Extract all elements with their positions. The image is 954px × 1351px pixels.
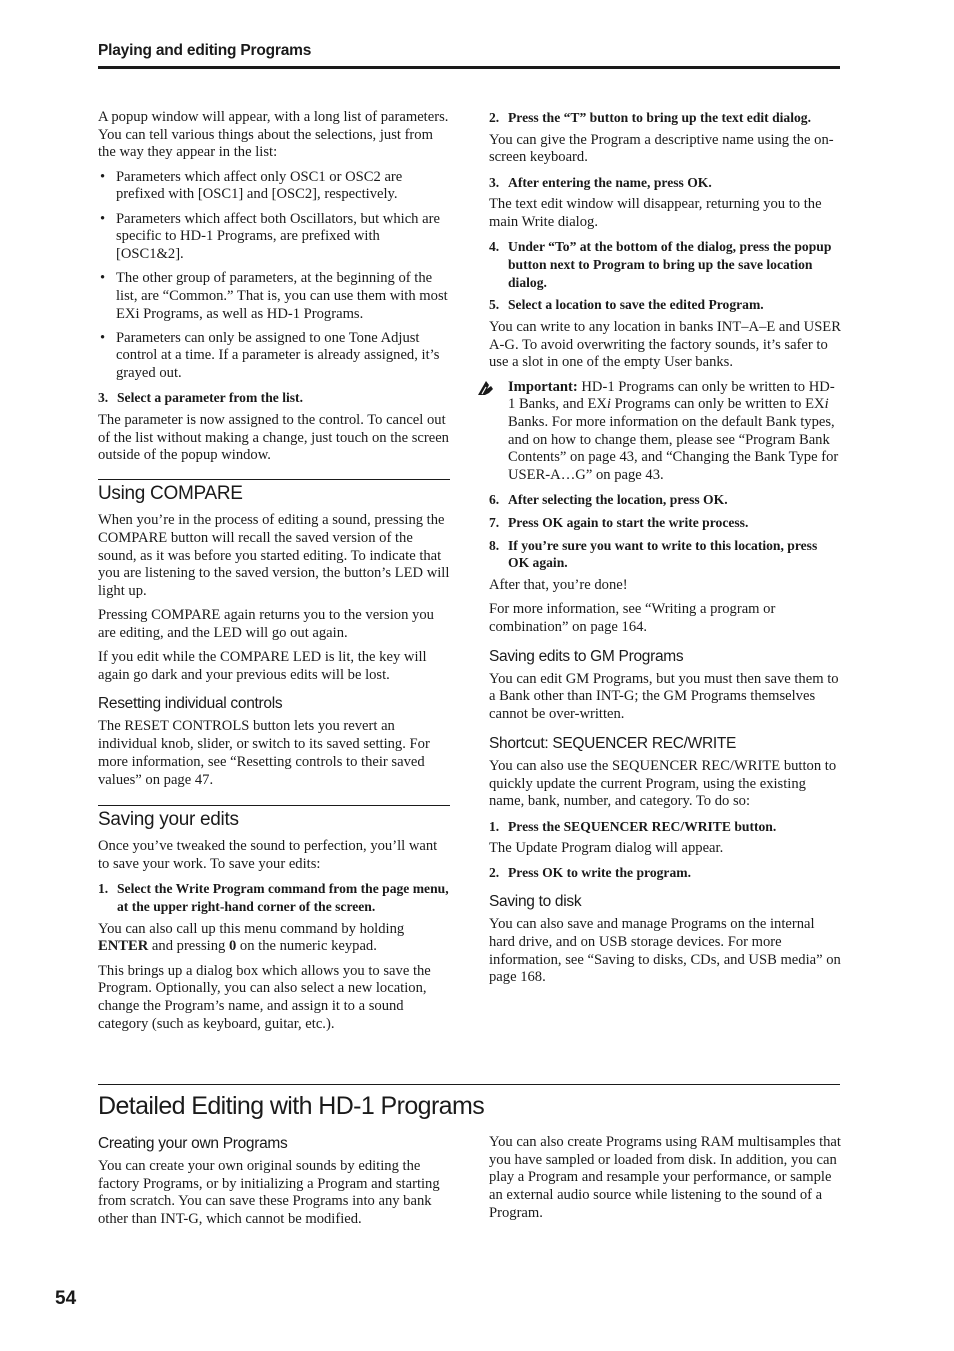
- left-column: [98, 109, 450, 1040]
- step-text: After entering the name, press OK.: [508, 174, 712, 190]
- creating-paragraph: You can create your own original sounds by editing the factory Programs, or by initializing a Program and starting from scratch. You can save these Programs into any bank other than INT-G, which cannot be modified.: [98, 1158, 440, 1228]
- step-text-edit: [489, 109, 841, 127]
- more-info-paragraph: For more information, see “Writing a program or combination” on page 164.: [489, 601, 776, 636]
- step-number: 2.: [489, 865, 500, 881]
- step-body: The text edit window will disappear, returning you to the main Write dialog.: [489, 196, 822, 231]
- text-run: Banks. For more information on the default Bank types, and on how to change them, please see “Program Bank Contents” on page 43, and “Changing the Bank Type for USER-A…G” on page 43.: [508, 414, 839, 484]
- parameter-bullet-list: [98, 169, 450, 383]
- step-number: 5.: [489, 297, 500, 313]
- done-paragraph: After that, you’re done!: [489, 577, 628, 594]
- step-number: 1.: [98, 881, 109, 897]
- right-column: [489, 109, 841, 993]
- step-body: You can write to any location in banks INT–A–E and USER A-G. To avoid overwriting the factory sounds, it’s safer to use a slot in one of the empty User banks.: [489, 319, 841, 371]
- step-popup-location: [489, 238, 841, 291]
- step-number: 4.: [489, 239, 500, 255]
- step-body: You can give the Program a descriptive name using the on-screen keyboard.: [489, 131, 834, 166]
- bottom-left-column: [98, 1134, 450, 1229]
- bullet-item: • Parameters which affect both Oscillators, but which are specific to HD-1 Programs, are prefixed with [OSC1&2].: [98, 211, 450, 264]
- text-run: and pressing: [148, 938, 229, 955]
- bullet-item: • Parameters can only be assigned to one Tone Adjust control at a time. If a parameter is already assigned, it’s grayed out.: [98, 330, 450, 383]
- step-number: 3.: [489, 174, 500, 190]
- text-run: i: [824, 396, 829, 413]
- subheading-resetting-controls: Resetting individual controls: [98, 695, 283, 713]
- step-press-ok-write: [489, 864, 841, 882]
- step-text: Select a location to save the edited Program.: [508, 297, 764, 313]
- chapter-title: Detailed Editing with HD-1 Programs: [98, 1092, 485, 1120]
- step-number: 2.: [489, 110, 500, 125]
- step-confirm-write: [489, 537, 841, 572]
- ram-multisample-paragraph: You can also create Programs using RAM multisamples that you have sampled or loaded from disk. In addition, you can play a Program and resample your performance, or sample an external audio source while listening to the sound of a Program.: [489, 1134, 841, 1221]
- page-number: 54: [55, 1288, 77, 1309]
- step-body: The Update Program dialog will appear.: [489, 840, 724, 857]
- step-number: 3.: [98, 390, 109, 406]
- subheading-gm-programs: Saving edits to GM Programs: [489, 647, 684, 665]
- step-text: Select the Write Program command from the page menu, at the upper right-hand corner of the screen.: [117, 881, 449, 914]
- disk-paragraph: You can also save and manage Programs on the internal hard drive, and on USB storage devices. For more information, see “Saving to disks, CDs, and USB media” on page 168.: [489, 916, 841, 986]
- step-text: Select a parameter from the list.: [117, 390, 303, 406]
- subheading-shortcut: Shortcut: SEQUENCER REC/WRITE: [489, 734, 737, 752]
- section-heading-using-compare: Using COMPARE: [98, 479, 450, 506]
- step-write-program: [98, 880, 450, 915]
- step-text: After selecting the location, press OK.: [508, 492, 728, 508]
- header-rule: [98, 66, 840, 69]
- step-text: Under “To” at the bottom of the dialog, press the popup button next to Program to bring up the save location dialog.: [508, 239, 832, 290]
- saving-shortcut-paragraph: [98, 921, 450, 956]
- zero-key-label: 0: [228, 938, 237, 955]
- bullet-item: • Parameters which affect only OSC1 or OSC2 are prefixed with [OSC1] and [OSC2], respectively.: [98, 169, 450, 204]
- step-number: 8.: [489, 537, 500, 553]
- running-header: Playing and editing Programs: [98, 42, 312, 59]
- saving-paragraph: Once you’ve tweaked the sound to perfection, you’ll want to save your work. To save your edits:: [98, 838, 438, 872]
- compare-paragraph: If you edit while the COMPARE LED is lit, the key will again go dark and your previous edits will be lost.: [98, 649, 427, 683]
- step-press-rec-write: [489, 818, 841, 836]
- step-text: If you’re sure you want to write to this location, press OK again.: [508, 537, 818, 571]
- text-run: on the numeric keypad.: [236, 938, 377, 955]
- step-press-ok: [489, 174, 841, 192]
- subheading-saving-to-disk: Saving to disk: [489, 893, 582, 911]
- step-select-parameter: [98, 389, 450, 407]
- shortcut-paragraph: You can also use the SEQUENCER REC/WRITE button to quickly update the current Program, using the existing name, bank, number, and category. To do so:: [489, 757, 837, 810]
- important-label: Important:: [508, 378, 578, 395]
- compare-paragraph: When you’re in the process of editing a sound, pressing the COMPARE button will recall the saved version of the sound, as it was before you started editing. To indicate that you are listening to the saved version, the button’s LED will light up.: [98, 512, 450, 599]
- step-press-ok-location: [489, 491, 841, 509]
- resetting-paragraph: The RESET CONTROLS button lets you revert an individual knob, slider, or switch to its saved setting. For more information, see “Resetting controls to their saved values” on page 47.: [98, 718, 430, 788]
- warning-hand-icon: [477, 380, 497, 396]
- important-note: [489, 379, 841, 485]
- saving-paragraph: This brings up a dialog box which allows you to save the Program. Optionally, you can also select a new location, change the Program’s name, and assign it to a sound category (such as keyboard, guitar, etc.).: [98, 962, 431, 1032]
- text-run: HD-1 Programs can only be written to HD-1 Banks, and EX: [508, 378, 835, 413]
- section-rule: [98, 1084, 840, 1085]
- step-text: Press the SEQUENCER REC/WRITE button.: [508, 818, 777, 834]
- text-run: You can also call up this menu command by holding: [98, 920, 405, 937]
- step-select-location: [489, 296, 841, 314]
- step-number: 6.: [489, 492, 500, 508]
- step-number: 1.: [489, 818, 500, 834]
- bullet-item: • The other group of parameters, at the beginning of the list, are “Common.” That is, you can use them with most EXi Programs, as well as HD-1 Programs.: [98, 270, 450, 323]
- compare-paragraph: Pressing COMPARE again returns you to the version you are editing, and the LED will go out again.: [98, 607, 434, 641]
- text-run: Programs can only be written to EX: [610, 396, 825, 413]
- intro-paragraph: A popup window will appear, with a long list of parameters. You can tell various things about the selections, just from the way they appear in the list:: [98, 109, 449, 161]
- bottom-right-column: [489, 1134, 841, 1223]
- subheading-creating-programs: Creating your own Programs: [98, 1135, 288, 1152]
- step-text: Press OK to write the program.: [508, 865, 691, 881]
- enter-key-label: ENTER: [98, 938, 149, 955]
- text-run: i: [606, 396, 611, 413]
- section-heading-saving-edits: Saving your edits: [98, 805, 450, 832]
- step-start-write: [489, 514, 841, 532]
- gm-paragraph: You can edit GM Programs, but you must then save them to a Bank other than INT-G; the GM Programs themselves cannot be over-written.: [489, 670, 839, 723]
- step-text: Press OK again to start the write process.: [508, 515, 749, 531]
- step-body: The parameter is now assigned to the control. To cancel out of the list without making a change, just touch on the screen outside of the popup window.: [98, 412, 449, 464]
- step-number: 7.: [489, 515, 500, 531]
- step-text: Press the “T” button to bring up the text edit dialog.: [508, 110, 811, 125]
